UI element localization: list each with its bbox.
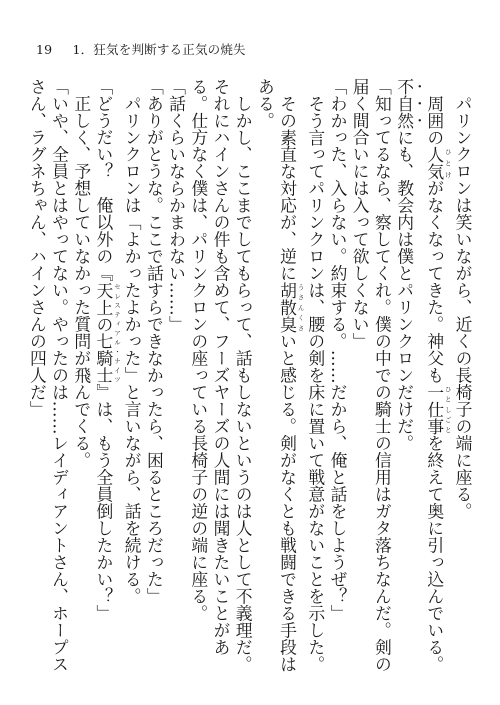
paragraph-1: パリンクロンは笑いながら、近くの長椅子の端に座る。 xyxy=(453,94,473,520)
paragraph-4: 「わかった、入らない。約束する。……だから、俺と話をしようぜ？」 xyxy=(327,78,348,622)
ruby-ichishigoto: 一仕事 ひとしごと xyxy=(424,383,452,435)
paragraph-5: そう言ってパリンクロンは、腰の剣を床に置いて戦意がないことを示した。 xyxy=(305,94,326,673)
paragraph-2: 周囲の人気 ひとけがなくなってきた。神父も一仕事 ひとしごとを終えて奥に引っ込んでいる。不自然にも、教会内は僕とパリンクロンだけだ。 xyxy=(394,78,452,673)
paragraph-13: 「いや、全員とはやってない。やったのは……レイディアントさん、ホープスさん、ラグネちゃん、ハインさんの四人だ」 xyxy=(27,78,70,673)
paragraph-11: 「どうだい？ 俺以外の『天上の七騎士 セレスティアル・ナイツ』は、もう全員倒したかい？」 xyxy=(93,78,121,622)
chapter-title: 1．狂気を判断する正気の焼失 xyxy=(72,42,246,57)
emphasis-fushizen: 不自然 xyxy=(394,78,415,129)
paragraph-12: 正しく、予想していなかった質問が飛んでくる。 xyxy=(71,94,92,469)
ruby-hitoke: 人気 ひとけ xyxy=(424,145,452,180)
page-number: 19 xyxy=(36,42,53,57)
paragraph-9: 「ありがとうな。ここで話すらできなかったら、困るところだった」 xyxy=(144,78,165,605)
ruby-seven-knights: 天上の七騎士 セレスティアル・ナイツ xyxy=(93,281,121,384)
ruby-usankusai: 胡散臭 うさんくさ xyxy=(277,281,305,333)
running-header xyxy=(36,40,246,58)
paragraph-6: その素直な対応が、逆に胡散臭 うさんくさいと感じる。剣がなくとも戦闘できる手段はある。 xyxy=(255,78,305,673)
vertical-body-text xyxy=(27,78,474,688)
paragraph-8: 「話くらいならかまわない……」 xyxy=(166,78,187,333)
paragraph-7: しかし、ここまでしてもらって、話もしないというのは人として不義理だ。それにハインさんの件も含めて、フーズヤーズの人間には聞きたいことがある。仕方なく僕は、パリンクロンの座っている長椅子の逆の端に座る。 xyxy=(188,78,254,673)
paragraph-10: パリンクロンは「よかったよかった」と言いながら、話を続ける。 xyxy=(122,94,143,605)
paragraph-3: 「知ってるなら、察してくれ。僕の中での騎士の信用はガタ落ちなんだ。剣の届く間合いには入って欲しくない」 xyxy=(350,78,393,673)
